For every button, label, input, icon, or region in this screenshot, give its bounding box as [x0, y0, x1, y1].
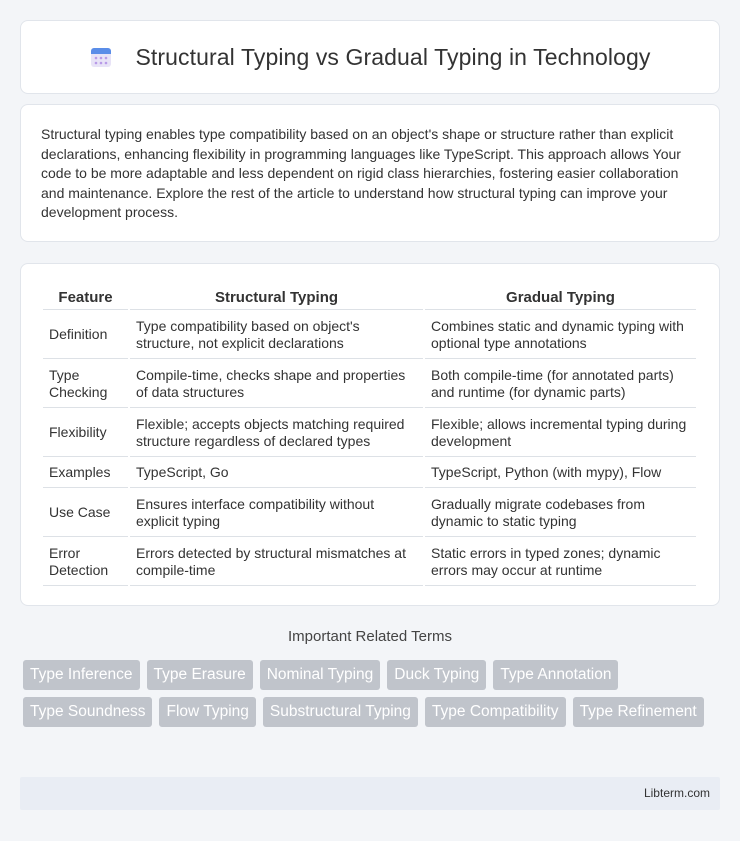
related-term-tag[interactable]: Substructural Typing	[263, 697, 418, 727]
feature-cell: Type Checking	[43, 361, 128, 408]
structural-cell: Compile-time, checks shape and properties of data structures	[130, 361, 423, 408]
table-row	[43, 539, 696, 586]
gradual-cell: Flexible; allows incremental typing during development	[425, 410, 696, 457]
header-structural: Structural Typing	[130, 286, 423, 310]
feature-cell: Use Case	[43, 490, 128, 537]
structural-cell: TypeScript, Go	[130, 459, 423, 488]
header-feature: Feature	[43, 286, 128, 310]
header-card	[20, 20, 720, 94]
related-term-tag[interactable]: Type Erasure	[147, 660, 253, 690]
table-row	[43, 459, 696, 488]
table-header-row	[43, 286, 696, 310]
related-term-tag[interactable]: Type Soundness	[23, 697, 152, 727]
structural-cell: Errors detected by structural mismatches at compile-time	[130, 539, 423, 586]
gradual-cell: Combines static and dynamic typing with optional type annotations	[425, 312, 696, 359]
table-row	[43, 312, 696, 359]
feature-cell: Error Detection	[43, 539, 128, 586]
table-row	[43, 410, 696, 457]
gradual-cell: Static errors in typed zones; dynamic errors may occur at runtime	[425, 539, 696, 586]
related-term-tag[interactable]: Duck Typing	[387, 660, 486, 690]
feature-cell: Definition	[43, 312, 128, 359]
comparison-table-card	[20, 263, 720, 606]
related-term-tag[interactable]: Type Compatibility	[425, 697, 566, 727]
structural-cell: Ensures interface compatibility without explicit typing	[130, 490, 423, 537]
gradual-cell: TypeScript, Python (with mypy), Flow	[425, 459, 696, 488]
intro-card	[20, 104, 720, 242]
footer	[20, 777, 720, 810]
gradual-cell: Both compile-time (for annotated parts) and runtime (for dynamic parts)	[425, 361, 696, 408]
related-terms-title: Important Related Terms	[288, 628, 452, 645]
calendar-icon	[89, 45, 113, 69]
feature-cell: Flexibility	[43, 410, 128, 457]
table-row	[43, 361, 696, 408]
feature-cell: Examples	[43, 459, 128, 488]
related-term-tag[interactable]: Flow Typing	[159, 697, 255, 727]
related-term-tag[interactable]: Nominal Typing	[260, 660, 381, 690]
structural-cell: Flexible; accepts objects matching required structure regardless of declared types	[130, 410, 423, 457]
header-gradual: Gradual Typing	[425, 286, 696, 310]
related-term-tag[interactable]: Type Inference	[23, 660, 140, 690]
footer-site-link[interactable]: Libterm.com	[643, 786, 710, 800]
comparison-table	[41, 284, 698, 588]
structural-cell: Type compatibility based on object's structure, not explicit declarations	[130, 312, 423, 359]
related-term-tag[interactable]: Type Refinement	[573, 697, 704, 727]
gradual-cell: Gradually migrate codebases from dynamic to static typing	[425, 490, 696, 537]
page-title: Structural Typing vs Gradual Typing in Technology	[135, 43, 651, 70]
related-terms-list	[23, 660, 723, 727]
intro-text: Structural typing enables type compatibility based on an object's shape or structure rather than explicit declarations, enhancing flexibility in programming languages like TypeScript. This approach allows Your code to be more adaptable and less dependent on rigid class hierarchies, fostering easier collaboration and maintenance. Explore the rest of the article to understand how structural typing can improve your development process.	[41, 126, 681, 220]
related-term-tag[interactable]: Type Annotation	[493, 660, 618, 690]
table-row	[43, 490, 696, 537]
